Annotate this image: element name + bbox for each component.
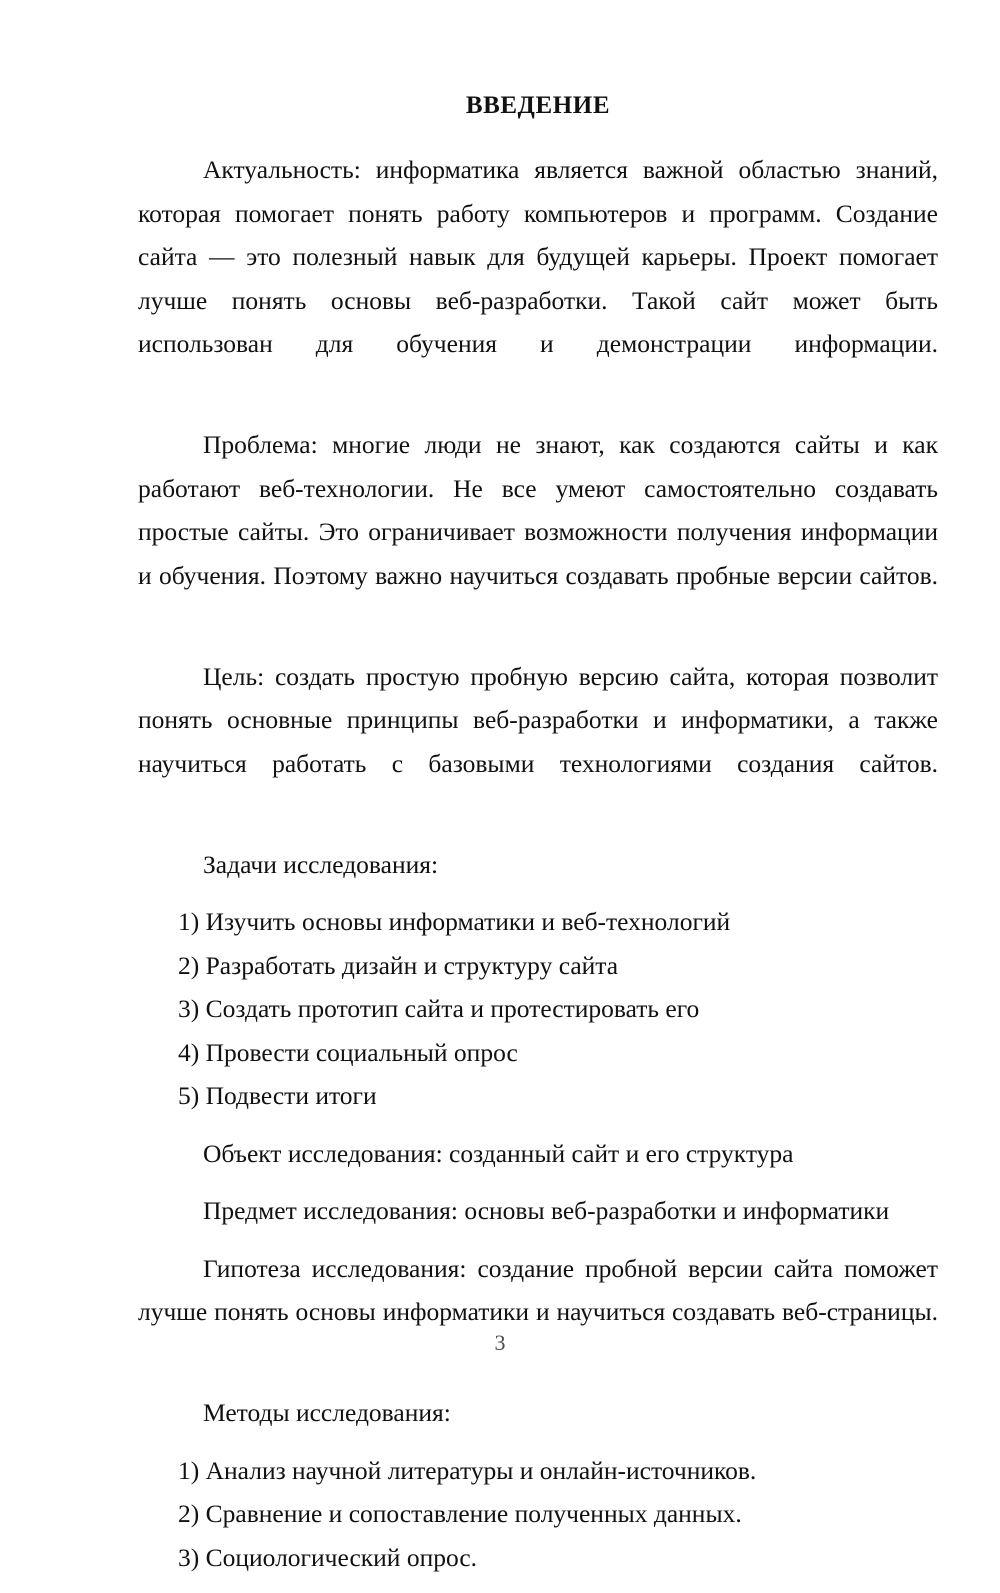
subject-of-research-line: Предмет исследования: основы веб-разработки и информатики	[203, 1196, 890, 1225]
list-item: 2) Сравнение и сопоставление полученных данных.	[178, 1499, 742, 1528]
methods-list	[138, 1449, 938, 1580]
list-item: 1) Анализ научной литературы и онлайн-источников.	[178, 1455, 757, 1485]
tasks-list	[138, 900, 938, 1118]
paragraph-hypothesis: Гипотеза исследования: создание пробной версии сайта поможет лучше понять основы информатики и научиться создавать веб-страницы.	[138, 1253, 938, 1326]
tasks-heading: Задачи исследования:	[203, 849, 439, 879]
list-item: 4) Провести социальный опрос	[178, 1037, 518, 1067]
object-of-research-line: Объект исследования: созданный сайт и его структура	[203, 1138, 794, 1168]
list-item: 3) Создать прототип сайта и протестировать его	[178, 994, 700, 1023]
list-item: 3) Социологический опрос.	[178, 1542, 478, 1572]
page-title: ВВЕДЕНИЕ	[465, 92, 611, 119]
methods-heading: Методы исследования:	[203, 1398, 451, 1427]
paragraph-goal: Цель: создать простую пробную версию сайта, которая позволит понять основные принципы веб-разработки и информатики, а также научиться работать с базовыми технологиями создания сайтов.	[138, 661, 938, 778]
document-body	[138, 84, 938, 1593]
list-item: 2) Разработать дизайн и структуру сайта	[178, 950, 619, 980]
list-item: 5) Подвести итоги	[178, 1081, 377, 1110]
paragraph-relevance: Актуальность: информатика является важной областью знаний, которая помогает понять работу компьютеров и программ. Создание сайта — это полезный навык для будущей карьеры. Проект помогает лучше понять основы веб-разработки. Такой сайт может быть использован для обучения и демонстрации информации.	[138, 155, 938, 358]
page-number: 3	[494, 1330, 506, 1355]
paragraph-problem: Проблема: многие люди не знают, как создаются сайты и как работают веб-технологии. Не все умеют самостоятельно создавать простые сайты. Это ограничивает возможности получения информации и обучения. Поэтому важно научиться создавать пробные версии сайтов.	[138, 430, 938, 590]
list-item: 1) Изучить основы информатики и веб-технологий	[178, 907, 731, 936]
